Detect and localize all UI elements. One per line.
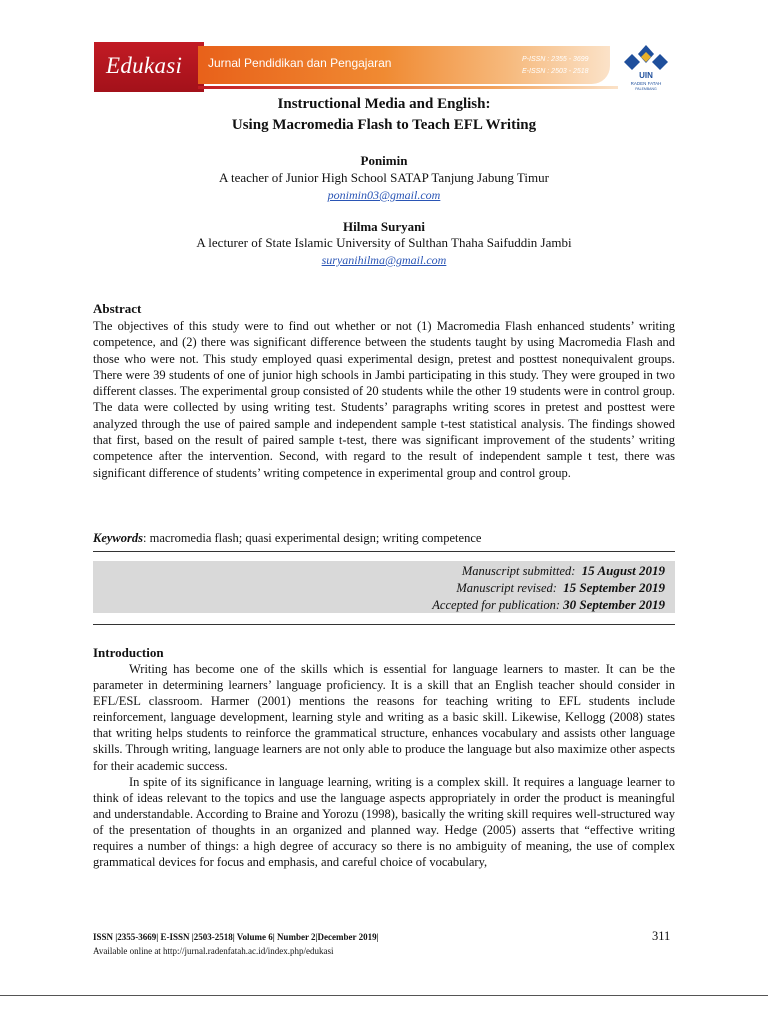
brand-block <box>94 42 204 92</box>
logo-subtext: RADEN FATAH <box>630 81 662 86</box>
abstract-text: The objectives of this study were to find out whether or not (1) Macromedia Flash enhanced students’ writing competence, and (2) there was significant difference between the students taught by using Macromedia Flash and those who were not. This study employed quasi experimental design, pretest and posttest nonequivalent groups. There were 39 students of one of junior high schools in Jambi participating in this study. They were grouped in two different classes. The experimental group consisted of 20 students while the other 19 students were in control group. The data were collected by using writing test. Students’ paragraphs writing scores in pretest and posttest were analyzed through the use of paired sample and independent sample t-test statistical analysis. The findings showed that first, based on the result of paired sample t-test, there was significant improvement of the students’ writing competence after the intervention. Second, with regard to the result of independent sample t test, there was significant difference of students’ writing competence in experimental group and control group. <box>93 319 675 480</box>
paper-title-line-1: Instructional Media and English: <box>277 96 491 112</box>
author-2-email[interactable]: suryanihilma@gmail.com <box>321 253 447 267</box>
manuscript-dates <box>93 561 675 613</box>
abstract-heading: Abstract <box>93 301 142 316</box>
intro-heading: Introduction <box>93 645 164 660</box>
journal-banner <box>94 42 677 92</box>
author-1-email[interactable]: ponimin03@gmail.com <box>327 188 441 202</box>
p-issn: P-ISSN : 2355 - 3699 <box>522 56 589 63</box>
intro-paragraph-1: Writing has become one of the skills which is essential for language learners to master. It can be the parameter in determining learners’ language proficiency. It is a skill that an English teacher should consider in EFL/ESL classroom. Harmer (2001) mentions the reasons for teaching writing to EFL students include reinforcement, language development, learning style and writing as a basic skill. Likewise, Kellogg (2008) states that writing helps students to reinforce the grammatical structure, enhances vocabulary and assists other language skills. Through writing, language learners are not only able to produce the language but also maximize other aspects for their academic success. <box>93 662 675 773</box>
keywords-label: Keywords <box>93 531 143 545</box>
date-revised: Manuscript revised: 15 September 2019 <box>456 580 665 595</box>
logo-city: PALEMBANG <box>635 87 657 91</box>
divider-top <box>93 551 675 552</box>
page-bottom-line <box>0 995 768 996</box>
author-1-affiliation: A teacher of Junior High School SATAP Tanjung Jabung Timur <box>219 170 549 185</box>
author-2-affiliation: A lecturer of State Islamic University of Sulthan Thaha Saifuddin Jambi <box>196 235 572 250</box>
intro-body <box>93 661 675 870</box>
intro-paragraph-2: In spite of its significance in language learning, writing is a complex skill. It requires a language learner to think of ideas relevant to the topics and use the language aspects appropriately in order the product is meaningful and understandable. According to Braine and Yorozu (1998), basically the writing skill requires well-structured way of the presentation of thoughts in an organized and planned way. Hedge (2005) asserts that “effective writing requires a number of things: a high degree of accuracy so there is no ambiguity of meaning, the use of complex grammatical devices for focus and emphasis, and careful choice of vocabulary, <box>93 774 675 870</box>
brand-name: Edukasi <box>106 53 183 78</box>
keywords-text: : macromedia flash; quasi experimental design; writing competence <box>143 531 482 545</box>
author-1-name: Ponimin <box>360 153 408 168</box>
journal-title: Jurnal Pendidikan dan Pengajaran <box>208 56 392 70</box>
keywords <box>93 531 481 546</box>
footer-issn: ISSN |2355-3669| E-ISSN |2503-2518| Volume 6| Number 2|December 2019| <box>93 932 379 942</box>
banner-underline <box>198 86 618 89</box>
issn-block <box>522 54 589 78</box>
author-2-name: Hilma Suryani <box>343 219 425 234</box>
paper-title-line-2: Using Macromedia Flash to Teach EFL Writing <box>231 117 537 133</box>
divider-bottom <box>93 624 675 625</box>
logo-text: UIN <box>639 71 653 80</box>
footer-available: Available online at http://jurnal.radenfatah.ac.id/index.php/edukasi <box>93 946 334 956</box>
page-number: 311 <box>652 929 671 943</box>
e-issn: E-ISSN : 2503 - 2518 <box>522 68 589 75</box>
university-logo <box>618 42 674 92</box>
date-submitted: Manuscript submitted: 15 August 2019 <box>461 563 665 578</box>
date-accepted: Accepted for publication: 30 September 2019 <box>432 597 665 612</box>
